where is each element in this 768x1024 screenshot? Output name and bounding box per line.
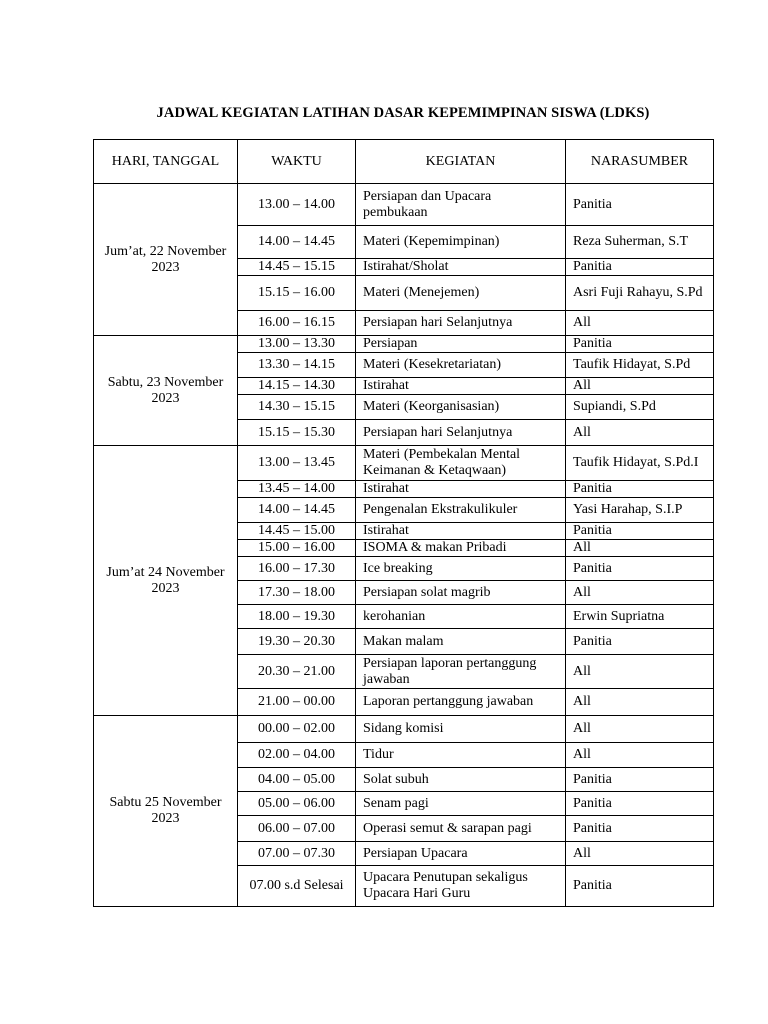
speaker-cell: All bbox=[566, 842, 714, 866]
time-cell: 14.00 – 14.45 bbox=[238, 226, 356, 259]
speaker-cell: Taufik Hidayat, S.Pd bbox=[566, 353, 714, 378]
time-cell: 14.45 – 15.15 bbox=[238, 259, 356, 276]
time-cell: 13.00 – 13.45 bbox=[238, 446, 356, 481]
day-cell: Jum’at 24 November 2023 bbox=[94, 446, 238, 716]
time-cell: 13.00 – 14.00 bbox=[238, 184, 356, 226]
schedule-table bbox=[93, 139, 714, 907]
activity-cell: Materi (Kesekretariatan) bbox=[356, 353, 566, 378]
time-cell: 19.30 – 20.30 bbox=[238, 629, 356, 655]
activity-cell: Persiapan solat magrib bbox=[356, 581, 566, 605]
time-cell: 18.00 – 19.30 bbox=[238, 605, 356, 629]
activity-cell: Operasi semut & sarapan pagi bbox=[356, 816, 566, 842]
activity-cell: kerohanian bbox=[356, 605, 566, 629]
activity-cell: Istirahat bbox=[356, 481, 566, 498]
activity-cell: Senam pagi bbox=[356, 792, 566, 816]
activity-cell: Laporan pertanggung jawaban bbox=[356, 689, 566, 716]
activity-cell: Solat subuh bbox=[356, 768, 566, 792]
time-cell: 21.00 – 00.00 bbox=[238, 689, 356, 716]
speaker-cell: Asri Fuji Rahayu, S.Pd bbox=[566, 276, 714, 311]
time-cell: 07.00 – 07.30 bbox=[238, 842, 356, 866]
table-row bbox=[94, 446, 714, 481]
activity-cell: Makan malam bbox=[356, 629, 566, 655]
time-cell: 13.45 – 14.00 bbox=[238, 481, 356, 498]
speaker-cell: Yasi Harahap, S.I.P bbox=[566, 498, 714, 523]
activity-cell: Persiapan Upacara bbox=[356, 842, 566, 866]
time-cell: 13.30 – 14.15 bbox=[238, 353, 356, 378]
speaker-cell: Panitia bbox=[566, 629, 714, 655]
speaker-cell: Panitia bbox=[566, 866, 714, 907]
time-cell: 16.00 – 17.30 bbox=[238, 557, 356, 581]
header-activity: KEGIATAN bbox=[356, 140, 566, 184]
time-cell: 15.00 – 16.00 bbox=[238, 540, 356, 557]
speaker-cell: All bbox=[566, 655, 714, 689]
time-cell: 02.00 – 04.00 bbox=[238, 743, 356, 768]
time-cell: 14.30 – 15.15 bbox=[238, 395, 356, 420]
speaker-cell: All bbox=[566, 311, 714, 336]
activity-cell: Persiapan hari Selanjutnya bbox=[356, 420, 566, 446]
table-row bbox=[94, 716, 714, 743]
speaker-cell: Taufik Hidayat, S.Pd.I bbox=[566, 446, 714, 481]
speaker-cell: Panitia bbox=[566, 768, 714, 792]
time-cell: 04.00 – 05.00 bbox=[238, 768, 356, 792]
time-cell: 14.15 – 14.30 bbox=[238, 378, 356, 395]
activity-cell: Istirahat bbox=[356, 523, 566, 540]
speaker-cell: All bbox=[566, 540, 714, 557]
activity-cell: Istirahat/Sholat bbox=[356, 259, 566, 276]
speaker-cell: Supiandi, S.Pd bbox=[566, 395, 714, 420]
day-cell: Sabtu 25 November 2023 bbox=[94, 716, 238, 907]
activity-cell: Persiapan hari Selanjutnya bbox=[356, 311, 566, 336]
time-cell: 15.15 – 15.30 bbox=[238, 420, 356, 446]
time-cell: 05.00 – 06.00 bbox=[238, 792, 356, 816]
speaker-cell: Panitia bbox=[566, 792, 714, 816]
speaker-cell: All bbox=[566, 689, 714, 716]
speaker-cell: Panitia bbox=[566, 336, 714, 353]
activity-cell: Materi (Menejemen) bbox=[356, 276, 566, 311]
time-cell: 07.00 s.d Selesai bbox=[238, 866, 356, 907]
activity-cell: ISOMA & makan Pribadi bbox=[356, 540, 566, 557]
header-speaker: NARASUMBER bbox=[566, 140, 714, 184]
speaker-cell: Panitia bbox=[566, 259, 714, 276]
activity-cell: Tidur bbox=[356, 743, 566, 768]
time-cell: 17.30 – 18.00 bbox=[238, 581, 356, 605]
header-day: HARI, TANGGAL bbox=[94, 140, 238, 184]
activity-cell: Persiapan bbox=[356, 336, 566, 353]
time-cell: 15.15 – 16.00 bbox=[238, 276, 356, 311]
speaker-cell: All bbox=[566, 743, 714, 768]
speaker-cell: All bbox=[566, 378, 714, 395]
header-row bbox=[94, 140, 714, 184]
speaker-cell: Panitia bbox=[566, 523, 714, 540]
speaker-cell: Panitia bbox=[566, 481, 714, 498]
speaker-cell: Erwin Supriatna bbox=[566, 605, 714, 629]
activity-cell: Ice breaking bbox=[356, 557, 566, 581]
activity-cell: Materi (Kepemimpinan) bbox=[356, 226, 566, 259]
header-time: WAKTU bbox=[238, 140, 356, 184]
time-cell: 14.00 – 14.45 bbox=[238, 498, 356, 523]
time-cell: 16.00 – 16.15 bbox=[238, 311, 356, 336]
speaker-cell: Panitia bbox=[566, 816, 714, 842]
activity-cell: Pengenalan Ekstrakulikuler bbox=[356, 498, 566, 523]
table-row bbox=[94, 184, 714, 226]
speaker-cell: Panitia bbox=[566, 557, 714, 581]
schedule-body bbox=[94, 184, 714, 907]
activity-cell: Upacara Penutupan sekaligus Upacara Hari Guru bbox=[356, 866, 566, 907]
speaker-cell: All bbox=[566, 716, 714, 743]
time-cell: 00.00 – 02.00 bbox=[238, 716, 356, 743]
activity-cell: Persiapan laporan pertanggung jawaban bbox=[356, 655, 566, 689]
time-cell: 06.00 – 07.00 bbox=[238, 816, 356, 842]
activity-cell: Materi (Pembekalan Mental Keimanan & Ketaqwaan) bbox=[356, 446, 566, 481]
speaker-cell: All bbox=[566, 420, 714, 446]
time-cell: 13.00 – 13.30 bbox=[238, 336, 356, 353]
time-cell: 20.30 – 21.00 bbox=[238, 655, 356, 689]
activity-cell: Persiapan dan Upacara pembukaan bbox=[356, 184, 566, 226]
day-cell: Jum’at, 22 November 2023 bbox=[94, 184, 238, 336]
speaker-cell: Reza Suherman, S.T bbox=[566, 226, 714, 259]
day-cell: Sabtu, 23 November 2023 bbox=[94, 336, 238, 446]
activity-cell: Materi (Keorganisasian) bbox=[356, 395, 566, 420]
activity-cell: Istirahat bbox=[356, 378, 566, 395]
activity-cell: Sidang komisi bbox=[356, 716, 566, 743]
document-title: JADWAL KEGIATAN LATIHAN DASAR KEPEMIMPINAN SISWA (LDKS) bbox=[156, 105, 650, 121]
speaker-cell: All bbox=[566, 581, 714, 605]
speaker-cell: Panitia bbox=[566, 184, 714, 226]
table-row bbox=[94, 336, 714, 353]
time-cell: 14.45 – 15.00 bbox=[238, 523, 356, 540]
